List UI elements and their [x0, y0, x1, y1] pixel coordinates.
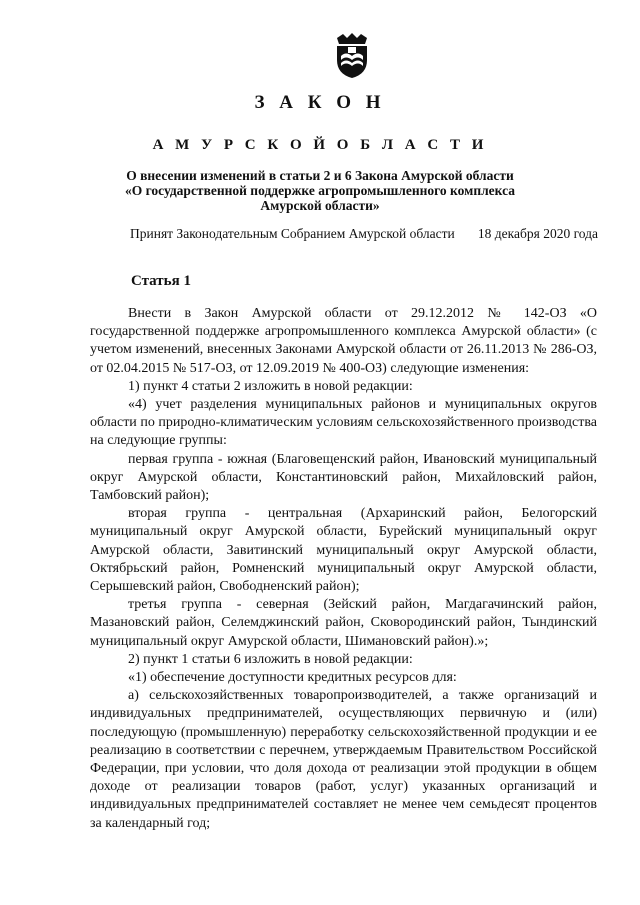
paragraph: Внести в Закон Амурской области от 29.12.2012 № 142-ОЗ «О государственной поддержке агропромышленного комплекса Амурской области» (с учетом изменений, внесенных Законами Амурской области от 26.11.2013 № 286-ОЗ, от 02.04.2015 № 517-ОЗ, от 12.09.2019 № 400-ОЗ) следующие изменения:: [90, 306, 597, 376]
adoption-text: Принят Законодательным Собранием Амурской области: [130, 226, 455, 241]
paragraph: первая группа - южная (Благовещенский район, Ивановский муниципальный округ Амурской области, Константиновский район, Михайловский район, Тамбовский район);: [90, 451, 597, 504]
paragraph: «1) обеспечение доступности кредитных ресурсов для:: [128, 670, 457, 686]
document-region: А М У Р С К О Й О Б Л А С Т И: [152, 137, 488, 153]
paragraph: вторая группа - центральная (Архаринский район, Белогорский муниципальный округ Амурской области, Бурейский муниципальный округ Амурской области, Завитинский муниципальный округ Амурской области, Октябрьский район, Ромненский муниципальный округ Амурской области, Серышевский район, Свободненский район);: [90, 506, 597, 595]
subject-line: О внесении изменений в статьи 2 и 6 Закона Амурской области: [126, 168, 514, 183]
paragraph: а) сельскохозяйственных товаропроизводителей, а также организаций и индивидуальных предпринимателей, осуществляющих первичную и (или) последующую (промышленную) переработку сельскохозяйственной продукции и ее реализацию в соответствии с перечнем, утверждаемым Правительством Российской Федерации, при условии, что доля дохода от реализации этой продукции в общем доходе от реализации товаров (работ, услуг) указанных организаций и индивидуальных предпринимателей составляет не менее чем семьдесят процентов за календарный год;: [90, 688, 597, 831]
article-heading: Статья 1: [131, 273, 191, 289]
adoption-line: [130, 226, 598, 242]
paragraph: третья группа - северная (Зейский район, Магдагачинский район, Мазановский район, Селемджинский район, Сковородинский район, Тындинский муниципальный округ Амурской области, Шимановский район).»;: [90, 597, 597, 649]
subject-line: Амурской области»: [260, 198, 380, 213]
paragraph: 1) пункт 4 статьи 2 изложить в новой редакции:: [128, 378, 413, 394]
article-body: [90, 305, 597, 833]
paragraph: «4) учет разделения муниципальных районов и муниципальных округов области по природно-климатическим условиям сельскохозяйственного производства на следующие группы:: [90, 397, 597, 449]
adoption-date: 18 декабря 2020 года: [477, 226, 598, 241]
document-title: З А К О Н: [254, 92, 386, 113]
paragraph: 2) пункт 1 статьи 6 изложить в новой редакции:: [128, 651, 413, 667]
law-subject: [110, 168, 530, 213]
subject-line: «О государственной поддержке агропромышленного комплекса: [124, 183, 516, 198]
coat-of-arms-icon: [327, 30, 377, 80]
